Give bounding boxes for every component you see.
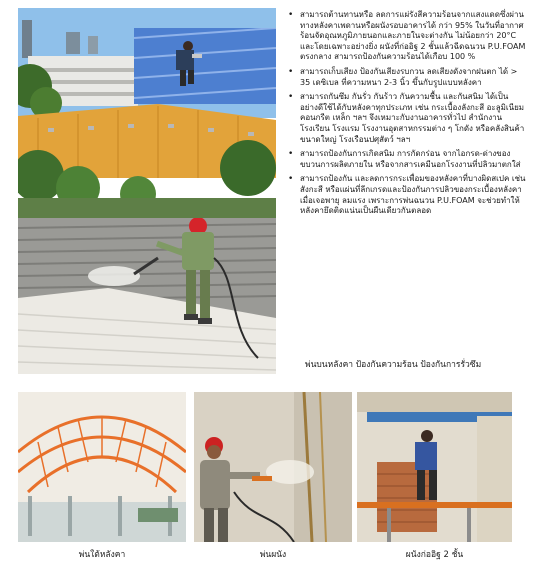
brick-wall-photo <box>357 392 512 542</box>
under-roof-caption: พ่นใต้หลังคา <box>78 550 126 560</box>
roof-spray-caption: พ่นบนหลังคา ป้องกันความร้อน ป้องกันการรั่วซึม <box>305 360 482 370</box>
brick-wall-caption: ผนังก่ออิฐ 2 ชั้น <box>405 550 464 560</box>
under-roof-photo <box>18 392 186 542</box>
benefit-item-roof-stability: • สามารถป้องกัน และลดการกระเพื่อมของหลังคาที่บางผิดสเปค เช่น สังกะสี หรือแผ่นที่ลีกเกรดและป้องกันการปลิวของกระเบื้องหลังคาเมื่อเจอพายุ ลมแรง เพราะการพ่นฉนวน P.U.FOAM จะช่วยทำให้หลังคายึดติดแน่นเป็นผืนเดียวกันตลอด <box>288 174 526 216</box>
benefit-item-sound: • สามารถเก็บเสียง ป้องกันเสียงรบกวน ลดเสียงดังจากฝนตก ได้ > 35 เดซิเบล ที่ความหนา 2-3 นิ้ว ขึ้นกับรูปแบบหลังคา <box>288 66 518 87</box>
benefit-item-heat: • สามารถต้านทานหรือ ลดการแผ่รังสีความร้อนจากแสงแดดซึ่งผ่านทางหลังคาเพดานหรือผนังรอบอาคารได้ กว่า 95% ในวันที่อากาศร้อนจัดอุณหภูมิภายนอกและภายในจะต่างกัน ไม่น้อยกว่า 20°C และโดยเฉพาะอย่างยิ่ง ผนังที่ก่ออิฐ 2 ชั้นแล้วฉีดฉนวน P.U.FOAM ตรงกลาง สามารถป้องกันความร้อนได้เกือบ 100 % <box>288 10 526 62</box>
benefit-item-waterproof: • สามารถกันซึม กันรั่ว กันร้าว กันความชื้น และกันสนิม ได้เป็นอย่างดีใช้ได้กับหลังคาทุกประเภท เช่น กระเบื้องลังกะสี อะลูมิเนียม คอนกรีต เหล็ก ฯลฯ จึงเหมาะกับงานอาคารทั่วไป สำนักงาน โรงเรียน โรงแรม โรงงานอุตสาหกรรมต่าง ๆ โกดัง หรือคลังสินค้าขนาดใหญ่ โรงเรือนปศุสัตว์ ฯลฯ <box>288 92 525 144</box>
benefit-item-rust: • สามารถป้องกันการเกิดสนิม การกัดกร่อน จากไอกรด-ด่างของขบวนการผลิตภายใน หรือจากสารเคมีนอกโรงงานที่ปลิวมาตกใส่ <box>288 149 521 169</box>
factory-roof-photo <box>18 8 276 220</box>
benefits-list <box>286 10 526 221</box>
roof-spray-photo <box>18 218 276 374</box>
wall-spray-caption: พ่นผนัง <box>259 550 287 560</box>
wall-spray-photo <box>194 392 352 542</box>
